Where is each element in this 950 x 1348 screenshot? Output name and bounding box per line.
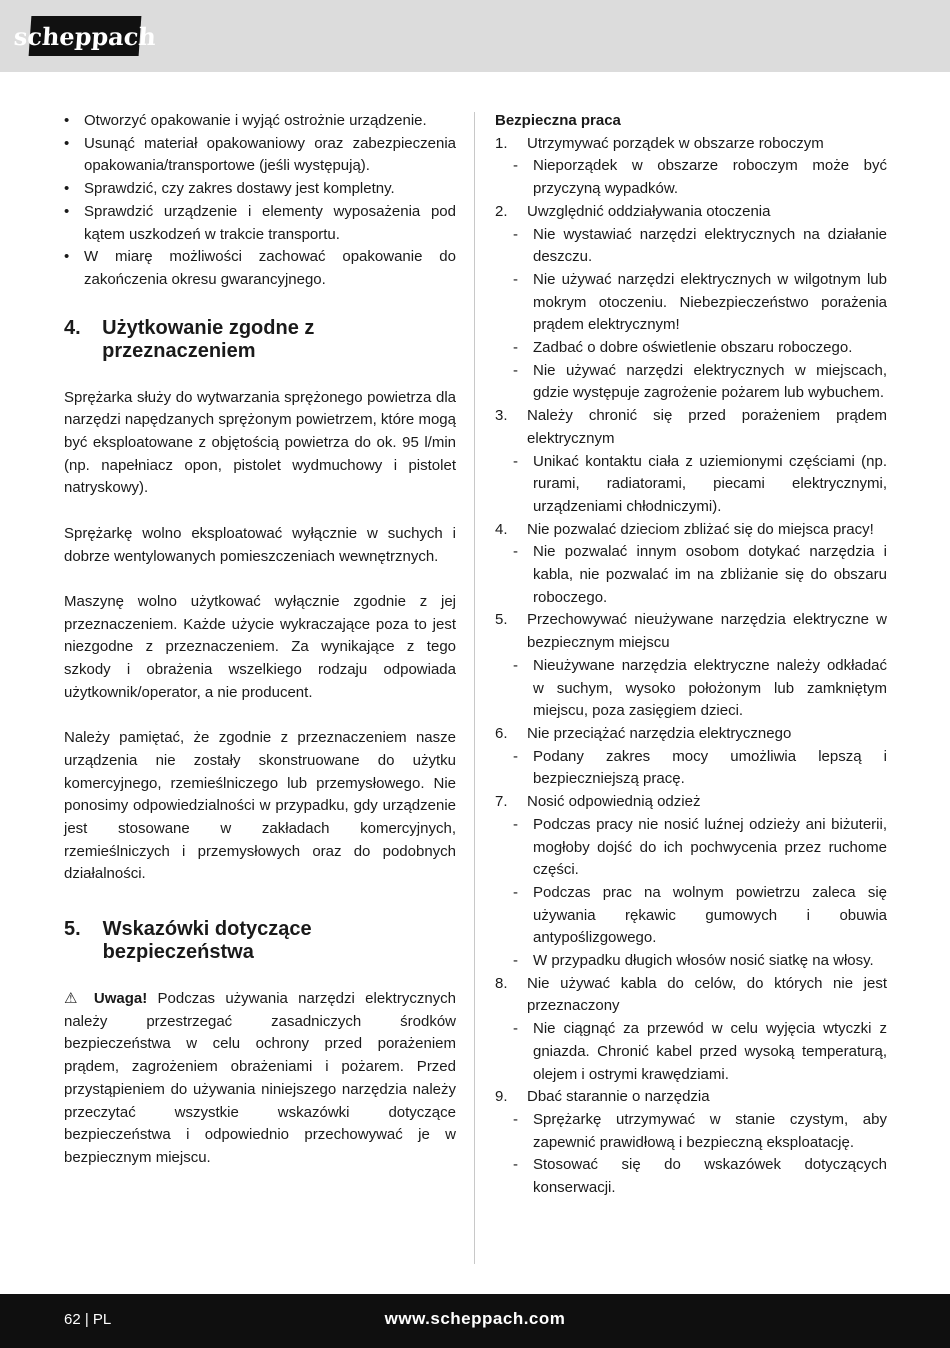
sub-item-text: Stosować się do wskazówek dotyczących konserwacji. xyxy=(533,1156,887,1197)
sub-item-text: W przypadku długich włosów nosić siatkę na włosy. xyxy=(533,952,874,970)
sub-item-text: Nie ciągnąć za przewód w celu wyjęcia wtyczki z gniazda. Chronić kabel przed wysoką temperaturą, olejem i ostrymi krawędziami. xyxy=(533,1020,887,1083)
sub-item xyxy=(495,360,887,405)
dash-marker: - xyxy=(513,1020,518,1038)
sub-item-text: Nieporządek w obszarze roboczym może być przyczyną wypadków. xyxy=(533,157,887,198)
paragraph: Sprężarkę wolno eksploatować wyłącznie w suchych i dobrze wentylowanych pomieszczeniach wewnętrznych. xyxy=(64,524,456,565)
sub-item-text: Nie wystawiać narzędzi elektrycznych na działanie deszczu. xyxy=(533,225,887,266)
dash-marker: - xyxy=(513,543,518,561)
dash-marker: - xyxy=(513,1110,518,1128)
list-item: • Usunąć materiał opakowaniowy oraz zabezpieczenia opakowania/transportowe (jeśli występują). xyxy=(64,134,456,175)
dash-marker: - xyxy=(513,270,518,288)
sub-item-text: Sprężarkę utrzymywać w stanie czystym, aby zapewnić prawidłową i bezpieczną eksploatację. xyxy=(533,1110,887,1151)
dash-marker: - xyxy=(513,157,518,175)
item-text: Przechowywać nieużywane narzędzia elektryczne w bezpiecznym miejscu xyxy=(527,611,887,652)
item-number: 7. xyxy=(495,793,508,811)
dash-marker: - xyxy=(513,883,518,901)
paragraph: Należy pamiętać, że zgodnie z przeznaczeniem nasze urządzenia nie zostały skonstruowane do użytku komercyjnego, rzemieślniczego lub przemysłowego. Nie ponosimy odpowiedzialności w przypadku, gdy urządzenie jest stosowane w zakładach komercyjnych, rzemieślniczych i przemysłowych oraz do podobnych działalności. xyxy=(64,729,456,883)
sub-item-text: Nieużywane narzędzia elektryczne należy odkładać w suchym, wysoko położonym lub zamkniętym miejscu, poza zasięgiem dzieci. xyxy=(533,656,887,720)
numbered-item xyxy=(495,519,887,542)
unpacking-list xyxy=(64,110,456,292)
dash-marker: - xyxy=(513,815,518,833)
list-item: • Sprawdzić, czy zakres dostawy jest kompletny. xyxy=(64,180,395,198)
dash-marker: - xyxy=(513,452,518,470)
item-text: Nie pozwalać dzieciom zbliżać się do miejsca pracy! xyxy=(527,520,874,538)
item-number: 3. xyxy=(495,407,508,425)
sub-item-text: Nie pozwalać innym osobom dotykać narzędzia i kabla, nie pozwalać im na zbliżanie się do obszaru roboczego. xyxy=(533,543,887,606)
sub-item xyxy=(495,155,887,200)
dash-marker: - xyxy=(513,361,518,379)
paragraph: Maszynę wolno użytkować wyłącznie zgodnie z jej przeznaczeniem. Każde użycie wykraczające poza to jest niezgodne z przeznaczeniem. Za wynikające z tego szkody i obrażenia wszelkiego rodzaju odpowiada użytkownik/operator, a nie producent. xyxy=(64,592,456,701)
right-column xyxy=(495,110,887,1200)
sub-item xyxy=(495,1018,887,1086)
numbered-item xyxy=(495,1086,887,1109)
dash-marker: - xyxy=(513,747,518,765)
sub-item xyxy=(495,950,887,973)
left-column xyxy=(64,110,456,1192)
item-number: 8. xyxy=(495,974,508,992)
section-4-heading xyxy=(64,317,456,363)
item-number: 1. xyxy=(495,134,508,152)
dash-marker: - xyxy=(513,225,518,243)
numbered-item xyxy=(495,723,887,746)
numbered-item xyxy=(495,791,887,814)
page-number: 62 | PL xyxy=(64,1311,112,1328)
item-number: 6. xyxy=(495,724,508,742)
item-text: Uwzględnić oddziaływania otoczenia xyxy=(527,202,771,220)
dash-marker: - xyxy=(513,656,518,674)
item-text: Należy chronić się przed porażeniem prądem elektrycznym xyxy=(527,407,887,447)
safety-list xyxy=(495,133,887,1200)
warning-text: Podczas używania narzędzi elektrycznych należy przestrzegać zasadniczych środków bezpieczeństwa w celu ochrony przed porażeniem prądem, zagrożeniem obrażeniami i pożarem. Przed przystąpieniem do używania niniejszego narzędzia należy przeczytać wszystkie wskazówki dotyczące bezpieczeństwa i odpowiednio przechowywać je w bezpiecznym miejscu. xyxy=(64,990,457,1166)
numbered-item xyxy=(495,609,887,654)
sub-item-text: Podczas pracy nie nosić luźnej odzieży ani biżuterii, mogłoby dojść do ich pochwycenia przez ruchome części. xyxy=(533,815,887,879)
item-number: 4. xyxy=(495,520,508,538)
sub-item xyxy=(495,337,887,360)
item-text: Dbać starannie o narzędzia xyxy=(527,1088,710,1106)
header-band xyxy=(0,0,950,72)
section-title: Wskazówki dotyczące bezpieczeństwa xyxy=(102,918,312,964)
warning-label: Uwaga! xyxy=(93,990,148,1008)
paragraph: Sprężarka służy do wytwarzania sprężonego powietrza dla narzędzi napędzanych sprężonym powietrzem, które mogą być eksploatowane z objętością powietrza do ok. 95 l/min (np. napełniacz opon, pistolet wydmuchowy i pistolet natryskowy). xyxy=(64,388,456,497)
sub-item xyxy=(495,541,887,609)
item-number: 5. xyxy=(495,611,508,629)
section-title: Użytkowanie zgodne z przeznaczeniem xyxy=(102,316,315,362)
sub-item-text: Podczas prac na wolnym powietrzu zaleca się używania rękawic gumowych i obuwia antypoślizgowego. xyxy=(533,883,887,947)
list-item: • Otworzyć opakowanie i wyjąć ostrożnie urządzenie. xyxy=(64,112,427,129)
section-5-heading xyxy=(64,918,456,964)
item-text: Nosić odpowiednią odzież xyxy=(527,793,701,811)
column-divider xyxy=(474,112,475,1264)
item-text: Utrzymywać porządek w obszarze roboczym xyxy=(527,134,824,152)
sub-item xyxy=(495,1154,887,1199)
sub-item xyxy=(495,1109,887,1154)
list-item: • Sprawdzić urządzenie i elementy wyposażenia pod kątem uszkodzeń w trakcie transportu. xyxy=(64,202,456,243)
numbered-item xyxy=(495,405,887,450)
section-number: 4. xyxy=(64,316,81,339)
sub-item-text: Nie używać narzędzi elektrycznych w wilgotnym lub mokrym otoczeniu. Niebezpieczeństwo porażenia prądem elektrycznym! xyxy=(533,270,887,334)
sub-item xyxy=(495,451,887,519)
scheppach-logo: scheppach xyxy=(29,16,142,56)
sub-item xyxy=(495,746,887,791)
dash-marker: - xyxy=(513,952,518,970)
item-text: Nie przeciążać narzędzia elektrycznego xyxy=(527,724,792,742)
sub-item xyxy=(495,224,887,269)
item-text: Nie używać kabla do celów, do których nie jest przeznaczony xyxy=(527,974,887,1015)
sub-item xyxy=(495,882,887,950)
safe-work-heading: Bezpieczna praca xyxy=(495,112,621,129)
numbered-item xyxy=(495,201,887,224)
dash-marker: - xyxy=(513,1156,518,1174)
sub-item-text: Unikać kontaktu ciała z uziemionymi częściami (np. rurami, radiatorami, piecami elektrycznymi, urządzeniami chłodniczymi). xyxy=(533,452,887,515)
sub-item xyxy=(495,814,887,882)
footer-band xyxy=(0,1294,950,1348)
dash-marker: - xyxy=(513,339,518,357)
section-number: 5. xyxy=(64,918,81,941)
warning-paragraph xyxy=(64,988,456,1170)
numbered-item xyxy=(495,973,887,1018)
sub-item-text: Podany zakres mocy umożliwia lepszą i bezpieczniejszą pracę. xyxy=(533,747,887,788)
sub-item-text: Zadbać o dobre oświetlenie obszaru roboczego. xyxy=(533,339,853,357)
item-number: 9. xyxy=(495,1088,508,1106)
item-number: 2. xyxy=(495,202,508,220)
sub-item xyxy=(495,655,887,723)
sub-item xyxy=(495,269,887,337)
warning-icon: ⚠ xyxy=(64,990,84,1008)
sub-item-text: Nie używać narzędzi elektrycznych w miejscach, gdzie występuje zagrożenie pożarem lub wybuchem. xyxy=(533,361,887,402)
website-link[interactable]: www.scheppach.com xyxy=(384,1309,566,1328)
list-item: • W miarę możliwości zachować opakowanie do zakończenia okresu gwarancyjnego. xyxy=(64,248,456,288)
numbered-item xyxy=(495,133,887,156)
